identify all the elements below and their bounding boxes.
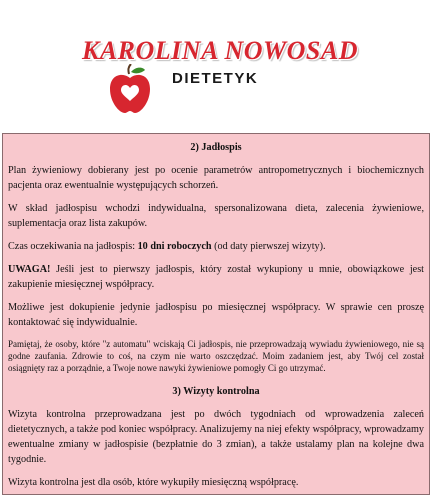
subtitle: DIETETYK xyxy=(172,70,259,87)
uwaga-text: Jeśli jest to pierwszy jadłospis, który został wykupiony u mnie, obowiązkowe jest zakupienie miesięcznej współpracy. xyxy=(8,264,424,290)
paragraph-uwaga xyxy=(8,262,424,292)
paragraph-plan: Plan żywieniowy dobierany jest po ocenie parametrów antropometrycznych i biochemicznych pacjenta oraz ewentualnie występujących schorzeń. xyxy=(8,165,424,191)
paragraph-czas xyxy=(8,239,424,254)
paragraph-sklad: W skład jadłospisu wchodzi indywidualna, spersonalizowana dieta, zalecenia żywieniowe, suplementacja oraz lista zakupów. xyxy=(8,203,424,229)
czas-value: 10 dni roboczych xyxy=(137,241,212,252)
content-box xyxy=(2,133,430,495)
czas-label: Czas oczekiwania na jadłospis: xyxy=(8,241,138,252)
paragraph-wizyta-dla: Wizyta kontrolna jest dla osób, które wykupiły miesięczną współpracę. xyxy=(8,477,299,488)
brand-name: KAROLINA NOWOSAD xyxy=(81,36,358,65)
uwaga-label: UWAGA! xyxy=(8,264,51,275)
czas-note: (od daty pierwszej wizyty). xyxy=(211,241,326,252)
section-title-jadlospis: 2) Jadłospis xyxy=(190,142,242,153)
paragraph-wizyta: Wizyta kontrolna przeprowadzana jest po dwóch tygodniach od wprowadzenia zaleceń dietetycznych, a także pod koniec współpracy. Analizujemy na niej efekty współpracy, wprowadzamy ewentualne zmiany w jadłospisie (bezpłatnie do 3 zmian), a także ustalamy plan na kolejne dwa tygodnie. xyxy=(8,409,424,465)
apple-heart-icon xyxy=(107,64,153,114)
paragraph-pamietaj: Pamiętaj, że osoby, które "z automatu" wciskają Ci jadłospis, nie przeprowadzają wywiadu żywieniowego, nie są godne zaufania. Zdrowie to coś, na czym nie warto oszczędzać. Moim zadaniem jest, aby Twój cel został osiągnięty raz a porządnie, a Twoje nowe nawyki żywieniowe pomogły Ci go utrzymać. xyxy=(8,339,424,373)
paragraph-dokupienie: Możliwe jest dokupienie jedynie jadłospisu po miesięcznej współpracy. W sprawie cen proszę kontaktować się indywidualnie. xyxy=(8,302,424,328)
section-title-wizyty: 3) Wizyty kontrolna xyxy=(172,386,260,397)
header xyxy=(0,0,440,132)
